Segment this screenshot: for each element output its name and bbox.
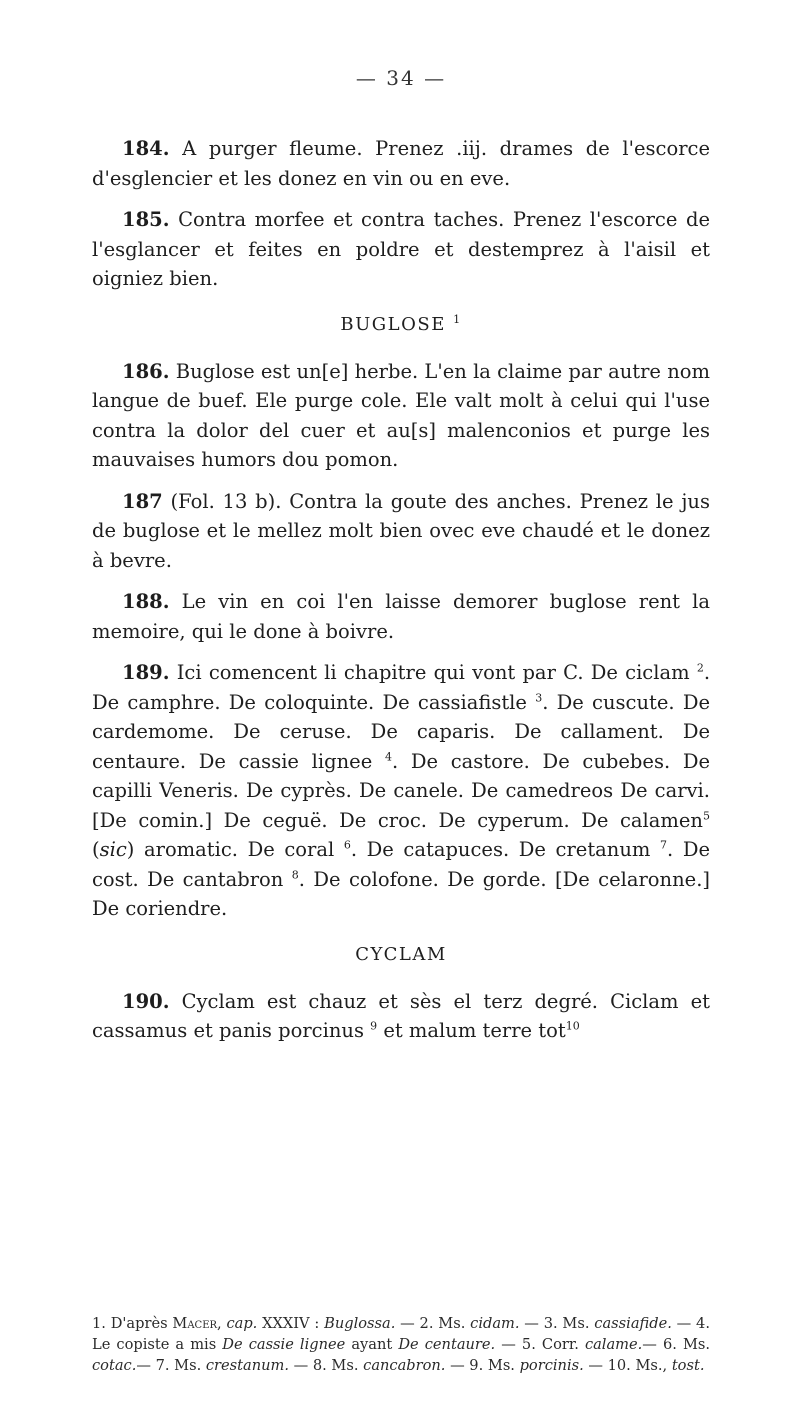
heading-text: BUGLOSE — [340, 313, 446, 335]
footnote-text: XXXIV : — [257, 1315, 325, 1332]
section-heading-cyclam — [92, 944, 710, 965]
footnote-text: cancabron. — [363, 1357, 446, 1374]
footnote-text: De centaure. — [398, 1336, 496, 1353]
entry-number: 187 — [122, 489, 163, 513]
footnotes — [92, 1313, 710, 1376]
entry-number: 186. — [122, 359, 170, 383]
entry-text: Ici comencent li chapitre qui vont par C. De ciclam — [176, 661, 690, 684]
footnote-ref: 9 — [370, 1019, 378, 1033]
entry-number: 185. — [122, 208, 170, 231]
entry-189 — [92, 658, 710, 924]
footnote-text: — 4. Le copiste a mis — [92, 1315, 710, 1353]
entry-text: Contra morfee et contra taches. Prenez l'escorce de l'esglancer et feites en poldre et destemprez à l'aisil et oigniez bien. — [92, 208, 710, 290]
entry-190 — [92, 987, 710, 1046]
footnote-text: calame. — [584, 1336, 643, 1353]
footnote-text: cap. — [226, 1315, 258, 1332]
entry-text: Le vin en coi l'en laisse demorer buglose rent la memoire, qui le done à boivre. — [92, 590, 710, 643]
footnote-text: Macer — [172, 1315, 218, 1332]
entry-number: 189. — [122, 661, 170, 684]
entry-188 — [92, 587, 710, 646]
entry-text: . De camphre. De coloquinte. De cassiafistle — [92, 661, 711, 714]
footnote-text: De cassie lignee — [222, 1336, 346, 1353]
footnote-text: porcinis. — [519, 1357, 584, 1374]
footnote-ref: 4 — [384, 750, 392, 763]
entry-text: ( — [92, 838, 100, 861]
entry-text: Buglose est un[e] herbe. L'en la claime par autre nom langue de buef. Ele purge cole. Ele valt molt à celui qui l'use contra la dolor del cuer et au[s] malenconios et purge les mauvaises humors dou pomon. — [92, 359, 710, 471]
footnote-text: 1. D'après — [92, 1315, 173, 1332]
section-heading-buglose — [92, 314, 710, 335]
main-text — [92, 134, 710, 1058]
footnote-ref: 1 — [453, 312, 462, 326]
entry-text: . De catapuces. De cretanum — [350, 838, 651, 861]
entry-text: Cyclam est chauz et sès el terz degré. Ciclam et cassamus et panis porcinus — [92, 989, 710, 1042]
entry-number: 190. — [122, 989, 170, 1013]
page-number: — 34 — — [355, 66, 447, 90]
footnote-text: — 6. Ms. — [642, 1336, 711, 1353]
entry-text: . De castore. De cubebes. De capilli Veneris. De cyprès. De canele. De camedreos De carvi. [De comin.] De ceguë. De croc. De cyperum. De calamen — [92, 749, 711, 832]
entry-text: . De cost. De cantabron — [92, 838, 710, 891]
entry-number: 184. — [122, 137, 170, 160]
footnote-text: cotac. — [92, 1357, 137, 1374]
footnote-ref: 7 — [660, 838, 668, 852]
footnote-text: — 9. Ms. — [445, 1357, 520, 1374]
footnote-ref: 10 — [565, 1019, 580, 1033]
footnote-ref: 8 — [291, 868, 299, 881]
entry-185 — [92, 205, 710, 294]
footnote-text: tost. — [671, 1357, 705, 1374]
footnote-ref: 3 — [535, 691, 543, 704]
footnote-text: ayant — [345, 1336, 399, 1353]
footnote-text: crestanum. — [205, 1357, 289, 1374]
entry-187 — [92, 487, 710, 576]
footnote-ref: 2 — [696, 661, 704, 675]
entry-number: 188. — [122, 590, 170, 613]
footnote-text: Buglossa. — [324, 1315, 396, 1332]
footnote-text: , — [217, 1315, 227, 1332]
entry-text: . De colofone. De gorde. [De celaronne.] De coriendre. — [92, 867, 711, 920]
heading-text: CYCLAM — [355, 943, 447, 965]
entry-text: ) aromatic. De coral — [126, 838, 335, 861]
entry-184 — [92, 134, 710, 193]
footnote-text: — 8. Ms. — [288, 1357, 364, 1374]
entry-text: A purger fleume. Prenez .iij. drames de l'escorce d'esglencier et les donez en vin ou en eve. — [92, 137, 710, 190]
entry-186 — [92, 357, 710, 475]
entry-text: . De cuscute. De cardemome. De ceruse. De caparis. De callament. De centaure. De cassie lignee — [92, 690, 711, 773]
footnote-text: cassiafide. — [594, 1315, 672, 1332]
sic-marker: sic — [99, 838, 127, 861]
footnote-ref: 6 — [343, 838, 351, 852]
footnote-text: — 3. Ms. — [519, 1315, 595, 1332]
footnote-text: cidam. — [470, 1315, 520, 1332]
footnote-text: — 7. Ms. — [136, 1357, 206, 1374]
footnote-ref: 5 — [703, 809, 710, 822]
entry-text: (Fol. 13 b). Contra la goute des anches. Prenez le jus de buglose et le mellez molt bien ovec eve chaudé et le donez à bevre. — [92, 489, 710, 572]
entry-text: et malum terre tot — [377, 1019, 566, 1042]
footnote-text: — 2. Ms. — [395, 1315, 471, 1332]
footnote-text: — 5. Corr. — [495, 1336, 585, 1353]
footnote-text: — 10. Ms., — [583, 1357, 672, 1374]
